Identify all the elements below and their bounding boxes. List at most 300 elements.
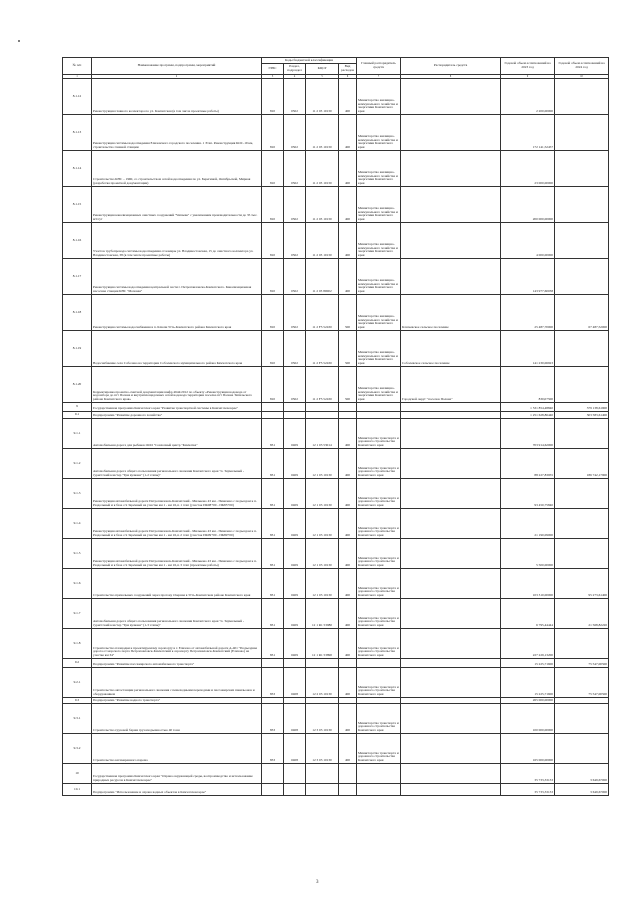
table-row: [63, 509, 609, 539]
row-grbs: 833: [262, 734, 284, 764]
row-section: 0502: [284, 79, 306, 115]
row-section: 0409: [284, 569, 306, 599]
row-name: Водоснабжение села Соболево на территории Соболевского муниципального района Камчатского края: [92, 331, 262, 367]
row-amount-2024: [555, 223, 609, 259]
row-vr: 400: [339, 419, 357, 449]
row-amount-2023: 4 000,00000: [501, 223, 555, 259]
row-number: 10: [63, 764, 92, 784]
table-row: [63, 734, 609, 764]
header-recipient: Распорядитель средств: [401, 58, 501, 75]
table-row: [63, 331, 609, 367]
row-recipient: Ключевское сельское поселение: [401, 295, 501, 331]
row-vr: [339, 403, 357, 412]
row-name: Государственная программа Камчатского края "Охрана окружающей среды, воспроизводство и использование природных ресурсов в Камчатском крае": [92, 764, 262, 784]
row-vr: 500: [339, 367, 357, 403]
table-row: [63, 449, 609, 479]
row-amount-2023: 5 500,00000: [501, 539, 555, 569]
row-vr: 400: [339, 259, 357, 295]
row-ksr: 11 2 03 10130: [306, 115, 339, 151]
row-name: Реконструкция автомобильной дороги Петропавловск-Камчатский - Мильково 43 км - Пиначево с подъездом к п. Раздольный и к базе с/х Заречный на участке км 1 - км 16,4. 1 этап (участок ПК08+00 - ПК85+00): [92, 479, 262, 509]
row-grbs: 810: [262, 115, 284, 151]
row-vr: 400: [339, 539, 357, 569]
row-grbs: [262, 784, 284, 796]
row-vr: 500: [339, 331, 357, 367]
row-recipient: [401, 223, 501, 259]
row-ksr: [306, 659, 339, 668]
column-number: 6: [339, 75, 357, 79]
row-number: 8.1.18: [63, 295, 92, 331]
row-number: 8.1.19: [63, 331, 92, 367]
row-name: Реконструкция канализационных очистных сооружений "Чапаева" с увеличением производительности до 35 тыс. м3/сут: [92, 187, 262, 223]
row-ksr: [306, 403, 339, 412]
row-amount-2023: 35 733,33133: [501, 764, 555, 784]
row-main-manager: Министерство транспорта и дорожного строительства Камчатского края: [357, 668, 401, 698]
row-section: 0502: [284, 331, 306, 367]
row-name: Подпрограмма "Развитие водного транспорта": [92, 698, 262, 704]
row-amount-2023: 2 200,00000: [501, 79, 555, 115]
row-section: 0502: [284, 187, 306, 223]
row-main-manager: Министерство транспорта и дорожного строительства Камчатского края: [357, 449, 401, 479]
row-number: 8.1.17: [63, 259, 92, 295]
row-main-manager: Министерство транспорта и дорожного строительства Камчатского края: [357, 734, 401, 764]
row-amount-2024: [555, 187, 609, 223]
row-amount-2024: 379 138,61900: [555, 403, 609, 412]
row-ksr: 12 1 R1 53890: [306, 629, 339, 659]
header-section: Раздел, подраздел: [284, 64, 306, 75]
row-vr: 400: [339, 599, 357, 629]
row-grbs: 831: [262, 419, 284, 449]
row-main-manager: [357, 403, 401, 412]
table-row: [63, 115, 609, 151]
row-amount-2024: 95 273,61400: [555, 569, 609, 599]
row-number: 9.1.4: [63, 509, 92, 539]
row-recipient: [401, 419, 501, 449]
row-number: 8.1.14: [63, 151, 92, 187]
table-row: [63, 659, 609, 668]
row-number: 8.1.20: [63, 367, 92, 403]
row-recipient: [401, 412, 501, 419]
row-section: 0502: [284, 259, 306, 295]
row-recipient: [401, 734, 501, 764]
row-ksr: 11 2 03 10130: [306, 187, 339, 223]
row-name: Автомобильная дорога общего пользования регионального значения Камчатского края "п. Термальный - туристский кластер "Три вулкана" (1-3 этапы)": [92, 599, 262, 629]
row-main-manager: Министерство транспорта и дорожного строительства Камчатского края: [357, 704, 401, 734]
table-row: [63, 151, 609, 187]
row-section: 0502: [284, 223, 306, 259]
row-vr: 400: [339, 704, 357, 734]
row-name: Строительство КНС – 19Ш, со строительством сетей водоотведения по ул. Берегиной, Октябрьской, Мирная (разработка проектной документации): [92, 151, 262, 187]
row-recipient: [401, 668, 501, 698]
row-amount-2024: [555, 629, 609, 659]
header-ksr: КЦСР: [306, 64, 339, 75]
table-row: [63, 79, 609, 115]
row-ksr: 11 2 F5 52430: [306, 367, 339, 403]
row-main-manager: Министерство жилищно-коммунального хозяйства и энергетики Камчатского края: [357, 367, 401, 403]
row-grbs: 831: [262, 509, 284, 539]
row-section: 0502: [284, 367, 306, 403]
row-name: Участок трубопровода системы водоотведения от камеры ул. Владивостокская, 15 до очистного коллектора ул. Владивостокская, 38 (в том числе проектные работы): [92, 223, 262, 259]
row-vr: [339, 659, 357, 668]
row-number: 9.1: [63, 412, 92, 419]
table-row: [63, 259, 609, 295]
row-ksr: [306, 412, 339, 419]
row-section: 0502: [284, 151, 306, 187]
row-amount-2023: 1 251 628,86440: [501, 412, 555, 419]
row-ksr: 12 2 03 10130: [306, 668, 339, 698]
row-amount-2024: 303 583,61400: [555, 412, 609, 419]
row-vr: [339, 412, 357, 419]
row-grbs: 810: [262, 151, 284, 187]
row-vr: 400: [339, 449, 357, 479]
table-row: [63, 704, 609, 734]
column-number: 2: [92, 75, 262, 79]
header-grbs: ГРБС: [262, 64, 284, 75]
row-amount-2023: 23 000,00000: [501, 151, 555, 187]
row-amount-2023: 703 914,62000: [501, 419, 555, 449]
row-amount-2024: [555, 151, 609, 187]
row-recipient: [401, 629, 501, 659]
column-number: 5: [306, 75, 339, 79]
row-name: Реконструкция главного коллектора по ул. Камчатская (в том числе проектные работы): [92, 79, 262, 115]
row-section: [284, 403, 306, 412]
header-num: № п/п: [63, 58, 92, 75]
row-name: Реконструкция системы водоотведения центральной части г. Петропавловска-Камчатского. Канализационная насосная станция КНС "Моховая": [92, 259, 262, 295]
row-section: 0409: [284, 599, 306, 629]
row-ksr: 12 1 03 10130: [306, 449, 339, 479]
row-section: 0409: [284, 509, 306, 539]
row-grbs: 810: [262, 223, 284, 259]
row-recipient: [401, 403, 501, 412]
budget-table: [62, 57, 609, 796]
row-vr: 400: [339, 151, 357, 187]
row-ksr: [306, 764, 339, 784]
row-name: Строительство причальных сооружений через протоку Озерная в Усть-Камчатском районе Камчатского края: [92, 569, 262, 599]
row-amount-2023: 200 000,00000: [501, 187, 555, 223]
row-name: Строительство автостанции регионального значения с пешеходными переходами и пассажирских павильонов и оборудованием: [92, 668, 262, 698]
row-section: 0409: [284, 449, 306, 479]
row-amount-2023: 227 229,13200: [501, 629, 555, 659]
row-amount-2023: 141 230,06923: [501, 331, 555, 367]
header-main-manager: Главный распорядитель средств: [357, 58, 401, 75]
row-main-manager: Министерство жилищно-коммунального хозяйства и энергетики Камчатского края: [357, 259, 401, 295]
table-row: [63, 367, 609, 403]
row-section: 0408: [284, 668, 306, 698]
row-vr: 400: [339, 115, 357, 151]
row-amount-2023: 165 000,00000: [501, 734, 555, 764]
row-number: 10.1: [63, 784, 92, 796]
row-main-manager: Министерство транспорта и дорожного строительства Камчатского края: [357, 509, 401, 539]
row-main-manager: [357, 659, 401, 668]
row-vr: 400: [339, 187, 357, 223]
row-number: 9.2: [63, 659, 92, 668]
row-recipient: [401, 187, 501, 223]
row-ksr: 11 2 F5 52430: [306, 331, 339, 367]
row-grbs: 831: [262, 629, 284, 659]
table-row: [63, 295, 609, 331]
row-recipient: [401, 151, 501, 187]
row-grbs: [262, 412, 284, 419]
table-row: [63, 539, 609, 569]
row-amount-2024: [555, 79, 609, 115]
row-vr: 400: [339, 223, 357, 259]
row-section: 0409: [284, 419, 306, 449]
row-section: 0409: [284, 629, 306, 659]
row-amount-2024: [555, 704, 609, 734]
row-ksr: 11 2 F5 52430: [306, 295, 339, 331]
row-vr: 400: [339, 734, 357, 764]
row-amount-2024: 21 568,82220: [555, 599, 609, 629]
row-amount-2024: [555, 509, 609, 539]
row-section: 0502: [284, 115, 306, 151]
column-number: 4: [284, 75, 306, 79]
row-main-manager: Министерство жилищно-коммунального хозяйства и энергетики Камчатского края: [357, 295, 401, 331]
row-section: [284, 659, 306, 668]
row-recipient: [401, 704, 501, 734]
row-section: 0409: [284, 539, 306, 569]
row-name: Реконструкция системы водоснабжения в п. Ключи Усть-Камчатского района Камчатского края: [92, 295, 262, 331]
row-ksr: 12 3 03 10130: [306, 704, 339, 734]
row-amount-2023: 172 141,52457: [501, 115, 555, 151]
row-ksr: 12 1 03 10130: [306, 569, 339, 599]
row-amount-2024: [555, 539, 609, 569]
row-amount-2023: 265 000,00000: [501, 698, 555, 704]
row-amount-2024: 75 547,00500: [555, 659, 609, 668]
header-vr: Вид расходов: [339, 64, 357, 75]
row-name: Автомобильная дорога для рыбаков ООО "Совхозный центр "Камчатка": [92, 419, 262, 449]
row-amount-2023: 103 310,00000: [501, 569, 555, 599]
row-name: Государственная программа Камчатского края "Развитие транспортной системы в Камчатском крае": [92, 403, 262, 412]
row-ksr: 11 2 03 80002: [306, 259, 339, 295]
row-amount-2024: [555, 367, 609, 403]
row-main-manager: Министерство транспорта и дорожного строительства Камчатского края: [357, 419, 401, 449]
row-number: 9.1.3: [63, 479, 92, 509]
row-recipient: [401, 599, 501, 629]
row-recipient: [401, 259, 501, 295]
column-number: 3: [262, 75, 284, 79]
row-vr: 400: [339, 569, 357, 599]
row-name: Реконструкция автомобильной дороги Петропавловск-Камчатский - Мильково 43 км - Пиначево с подъездом к п. Раздольный и к базе с/х Заречный на участке км 1 - км 16,4. 3 этап (проектные работы): [92, 539, 262, 569]
row-amount-2024: [555, 259, 609, 295]
row-vr: 400: [339, 79, 357, 115]
row-grbs: 833: [262, 668, 284, 698]
row-number: 8.1.16: [63, 223, 92, 259]
row-amount-2023: 1 531 854,48840: [501, 403, 555, 412]
row-main-manager: Министерство транспорта и дорожного строительства Камчатского края: [357, 479, 401, 509]
table-row: [63, 187, 609, 223]
column-number: 10: [555, 75, 609, 79]
row-amount-2024: [555, 331, 609, 367]
row-main-manager: [357, 784, 401, 796]
header-2024: Годовой объем ассигнований на 2024 год: [555, 58, 609, 75]
row-amount-2023: 143 977,60038: [501, 259, 555, 295]
row-recipient: [401, 115, 501, 151]
row-main-manager: Министерство жилищно-коммунального хозяйства и энергетики Камчатского края: [357, 151, 401, 187]
table-row: [63, 784, 609, 796]
row-ksr: 11 2 03 10130: [306, 151, 339, 187]
row-name: Строительство площадки к проектируемому аэропорту в г. Елизово от автомобильной дороги А-401 "Подъездная дорога от морского порта Петропавловск-Камчатский к аэропорту Петропавловск-Камчатский (Елизово) на участке км 34": [92, 629, 262, 659]
table-row: [63, 412, 609, 419]
row-recipient: [401, 764, 501, 784]
row-amount-2023: 25 487,70000: [501, 295, 555, 331]
row-recipient: [401, 449, 501, 479]
row-number: 8.1.15: [63, 187, 92, 223]
row-grbs: 833: [262, 704, 284, 734]
row-name: Подпрограмма "Развитие дорожного хозяйства": [92, 412, 262, 419]
row-recipient: [401, 509, 501, 539]
row-grbs: 831: [262, 539, 284, 569]
row-grbs: 831: [262, 569, 284, 599]
row-number: 9.1.6: [63, 569, 92, 599]
column-number: 9: [501, 75, 555, 79]
row-grbs: 831: [262, 599, 284, 629]
row-ksr: 11 2 03 10130: [306, 79, 339, 115]
table-row: [63, 764, 609, 784]
row-grbs: 831: [262, 449, 284, 479]
row-name: Реконструкция системы водоотведения Елизовского городского поселения. 1 Этап. Реконструкция КОС-19 км, строительство главной станции: [92, 115, 262, 151]
row-amount-2023: 15 225,71600: [501, 659, 555, 668]
header-2023: Годовой объем ассигнований на 2023 год: [501, 58, 555, 75]
header-codes-group: Коды бюджетной классификации: [262, 58, 357, 64]
row-grbs: [262, 659, 284, 668]
row-number: 9.1.2: [63, 449, 92, 479]
row-ksr: 12 1 03 10130: [306, 479, 339, 509]
row-grbs: 810: [262, 295, 284, 331]
table-row: [63, 479, 609, 509]
row-ksr: 12 1 03 10130: [306, 539, 339, 569]
row-main-manager: [357, 412, 401, 419]
row-section: [284, 764, 306, 784]
row-recipient: [401, 539, 501, 569]
row-recipient: Городской округ "поселок Палана": [401, 367, 501, 403]
row-vr: 400: [339, 629, 357, 659]
row-amount-2024: [555, 479, 609, 509]
row-section: 0409: [284, 479, 306, 509]
row-main-manager: Министерство жилищно-коммунального хозяйства и энергетики Камчатского края: [357, 331, 401, 367]
row-amount-2023: 93 450,75840: [501, 479, 555, 509]
row-number: 9: [63, 403, 92, 412]
row-number: 9.1.8: [63, 629, 92, 659]
row-recipient: [401, 569, 501, 599]
row-vr: 500: [339, 295, 357, 331]
row-number: 9.3.2: [63, 734, 92, 764]
row-amount-2024: [555, 115, 609, 151]
column-number: 1: [63, 75, 92, 79]
table-row: [63, 629, 609, 659]
row-section: 0408: [284, 734, 306, 764]
row-amount-2024: 3 649,67000: [555, 764, 609, 784]
row-amount-2024: [555, 419, 609, 449]
row-name: Автомобильная дорога общего пользования регионального значения Камчатского края "п. Термальный - туристский кластер "Три вулкана" (1-2 этапы)": [92, 449, 262, 479]
row-amount-2023: 88 227,83955: [501, 449, 555, 479]
row-main-manager: Министерство жилищно-коммунального хозяйства и энергетики Камчатского края: [357, 223, 401, 259]
row-main-manager: Министерство транспорта и дорожного строительства Камчатского края: [357, 569, 401, 599]
row-vr: 400: [339, 479, 357, 509]
column-number: 7: [357, 75, 401, 79]
row-name: Строительство катамаранного парома: [92, 734, 262, 764]
row-amount-2023: 100 000,00000: [501, 704, 555, 734]
row-amount-2023: 35 733,33133: [501, 784, 555, 796]
table-row: [63, 668, 609, 698]
row-main-manager: Министерство жилищно-коммунального хозяйства и энергетики Камчатского края: [357, 115, 401, 151]
row-section: [284, 412, 306, 419]
row-grbs: 831: [262, 479, 284, 509]
row-grbs: 810: [262, 367, 284, 403]
page-number: 3: [316, 880, 319, 885]
row-ksr: 12 1 03 10130: [306, 509, 339, 539]
row-vr: [339, 784, 357, 796]
row-section: 0408: [284, 704, 306, 734]
row-vr: [339, 764, 357, 784]
row-ksr: 11 2 03 10130: [306, 223, 339, 259]
row-recipient: [401, 479, 501, 509]
row-amount-2023: 6 795,44444: [501, 599, 555, 629]
row-amount-2024: 3 649,67000: [555, 784, 609, 796]
row-ksr: [306, 784, 339, 796]
row-amount-2024: [555, 734, 609, 764]
row-main-manager: Министерство жилищно-коммунального хозяйства и энергетики Камчатского края: [357, 79, 401, 115]
row-number: 9.3.1: [63, 704, 92, 734]
row-section: 0502: [284, 295, 306, 331]
row-amount-2023: 15 225,71600: [501, 668, 555, 698]
row-number: 9.2.1: [63, 668, 92, 698]
table-row: [63, 403, 609, 412]
header-name: Наименование программ, подпрограмм, мероприятий: [92, 58, 262, 75]
row-name: Строительство грузовой баржи грузоподъемностью 40 тонн: [92, 704, 262, 734]
row-number: 9.3: [63, 698, 92, 704]
row-recipient: [401, 79, 501, 115]
table-row: [63, 599, 609, 629]
row-grbs: 810: [262, 331, 284, 367]
row-grbs: 810: [262, 259, 284, 295]
row-main-manager: Министерство транспорта и дорожного строительства Камчатского края: [357, 629, 401, 659]
column-number: 8: [401, 75, 501, 79]
row-ksr: 12 1 03 53014: [306, 419, 339, 449]
row-ksr: 12 1 R1 53980: [306, 599, 339, 629]
row-vr: 400: [339, 668, 357, 698]
row-name: Подпрограмма "Развитие пассажирского автомобильного транспорта": [92, 659, 262, 668]
scan-speck: [18, 40, 20, 42]
row-main-manager: Министерство транспорта и дорожного строительства Камчатского края: [357, 599, 401, 629]
row-number: 9.1.1: [63, 419, 92, 449]
row-section: [284, 784, 306, 796]
row-number: 8.1.13: [63, 115, 92, 151]
table-row: [63, 419, 609, 449]
row-recipient: [401, 784, 501, 796]
row-amount-2024: 75 547,00500: [555, 668, 609, 698]
table-row: [63, 569, 609, 599]
table-body: [63, 79, 609, 796]
row-main-manager: [357, 764, 401, 784]
row-number: 9.1.5: [63, 539, 92, 569]
row-number: 9.1.7: [63, 599, 92, 629]
row-amount-2023: 830,07500: [501, 367, 555, 403]
row-amount-2023: 21 190,09000: [501, 509, 555, 539]
row-grbs: 810: [262, 187, 284, 223]
table-row: [63, 223, 609, 259]
row-name: Реконструкция автомобильной дороги Петропавловск-Камчатский - Мильково 43 км - Пиначево с подъездом к п. Раздольный и к базе с/х Заречный на участке км 1 - км 16,4. 2 этап (участок ПК09+00 - ПК89+00): [92, 509, 262, 539]
row-vr: 400: [339, 509, 357, 539]
row-recipient: Соболевское сельское поселение: [401, 331, 501, 367]
row-amount-2024: 67 487,52000: [555, 295, 609, 331]
row-ksr: 12 3 03 10130: [306, 734, 339, 764]
row-main-manager: Министерство транспорта и дорожного строительства Камчатского края: [357, 539, 401, 569]
row-grbs: [262, 403, 284, 412]
row-name: Подпрограмма "Использование и охрана водных объектов в Камчатском крае": [92, 784, 262, 796]
row-main-manager: Министерство жилищно-коммунального хозяйства и энергетики Камчатского края: [357, 187, 401, 223]
row-number: 8.1.12: [63, 79, 92, 115]
row-name: Корректировка проектно-сметной документации шифр 4644/2012 по объекту «Реконструкция водовода от водозабора до пгт Палана и внутриплощадочных сетей водовода территории поселка пгт Палана Тигильского района Камчатского края»: [92, 367, 262, 403]
row-grbs: [262, 764, 284, 784]
